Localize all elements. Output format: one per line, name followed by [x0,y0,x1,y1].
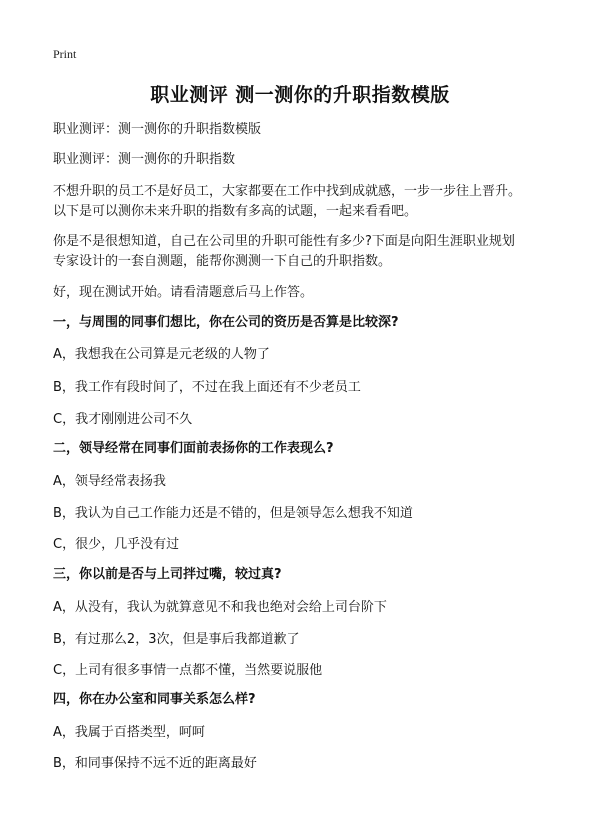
question-title: 一，与周围的同事们想比，你在公司的资历是否算是比较深? [53,315,399,330]
instruction-text: 好，现在测试开始。请看清题意后马上作答。 [53,285,314,300]
answer-option: C，上司有很多事情一点都不懂，当然要说服他 [53,663,323,678]
question-title: 二，领导经常在同事们面前表扬你的工作表现么? [53,441,334,456]
answer-option: A，从没有，我认为就算意见不和我也绝对会给上司台阶下 [53,600,387,615]
answer-option: C，我才刚刚进公司不久 [53,412,193,427]
question-title: 四，你在办公室和同事关系怎么样? [53,692,256,707]
intro-paragraph-line: 你是不是很想知道，自己在公司里的升职可能性有多少?下面是向阳生涯职业规划 [53,234,515,249]
intro-paragraph-line: 专家设计的一套自测题，能帮你测测一下自己的升职指数。 [53,254,392,269]
intro-paragraph-line: 以下是可以测你未来升职的指数有多高的试题，一起来看看吧。 [53,204,418,219]
answer-option: B，有过那么2，3次，但是事后我都道歉了 [53,632,300,647]
answer-option: B，和同事保持不远不近的距离最好 [53,756,257,771]
answer-option: A，我想我在公司算是元老级的人物了 [53,347,270,362]
answer-option: B，我工作有段时间了，不过在我上面还有不少老员工 [53,380,361,395]
print-label: Print [53,47,77,61]
subtitle-test: 职业测评：测一测你的升职指数 [53,152,236,167]
subtitle-template: 职业测评：测一测你的升职指数模版 [53,122,262,137]
intro-paragraph-line: 不想升职的员工不是好员工，大家都要在工作中找到成就感，一步一步往上晋升。 [53,184,522,199]
answer-option: A，我属于百搭类型，呵呵 [53,725,205,740]
question-title: 三，你以前是否与上司拌过嘴，较过真? [53,567,282,582]
answer-option: C，很少，几乎没有过 [53,537,180,552]
document-title: 职业测评 测一测你的升职指数模版 [150,84,450,106]
answer-option: A，领导经常表扬我 [53,474,166,489]
answer-option: B，我认为自己工作能力还是不错的，但是领导怎么想我不知道 [53,506,413,521]
